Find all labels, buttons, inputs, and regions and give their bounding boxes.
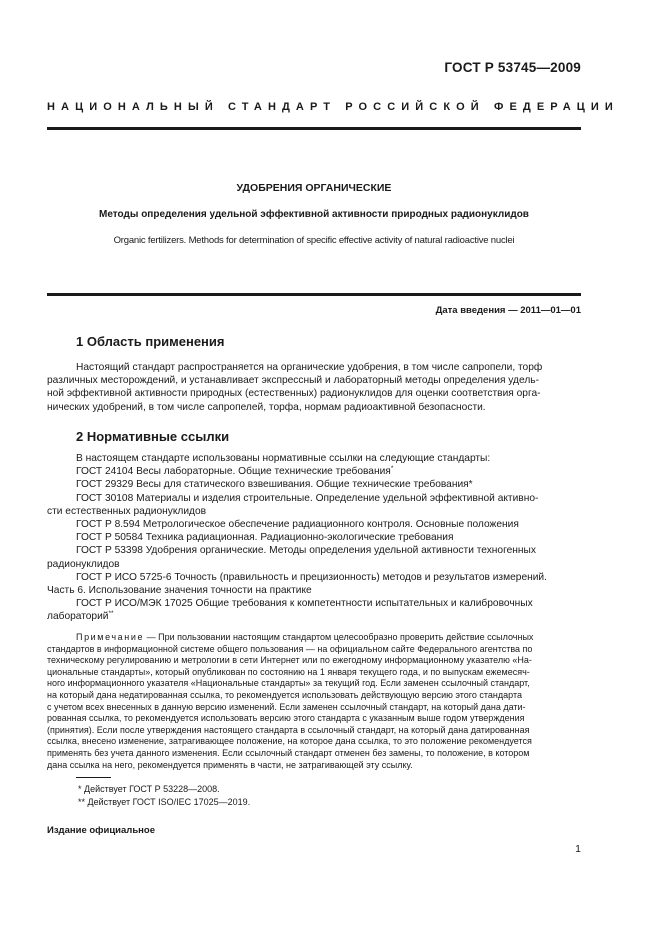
reference-line: [47, 465, 581, 478]
footnote: * Действует ГОСТ Р 53228—2008.: [78, 784, 220, 794]
reference-line: [47, 452, 581, 465]
reference-text: радионуклидов: [47, 558, 120, 570]
reference-text: ГОСТ Р 8.594 Метрологическое обеспечение радиационного контроля. Основные положения: [76, 518, 519, 530]
footnote-marker: *: [390, 465, 394, 473]
reference-line: [47, 597, 581, 610]
reference-text: ГОСТ Р ИСО 5725-6 Точность (правильность и прецизионность) методов и результатов измерений.: [76, 571, 547, 583]
reference-text: ГОСТ 29329 Весы для статического взвешивания. Общие технические требования*: [76, 479, 473, 491]
note-line: применять без учета данного изменения. Если ссылочный стандарт отменен без замены, то положение, в котором: [47, 747, 530, 758]
footnote-marker: **: [108, 610, 114, 618]
note-first-line: [47, 632, 581, 644]
reference-line: [47, 531, 581, 544]
note-line: стандартов в информационной системе общего пользования — на официальном сайте Федерального агентства по: [47, 643, 533, 654]
reference-line: [47, 518, 581, 531]
note-line: циональные стандарты», который опубликован по состоянию на 1 января текущего года, и по выпускам ежемесяч-: [47, 666, 530, 677]
top-divider: [47, 127, 581, 130]
paragraph-line: ной эффективной активности природных (естественных) радионуклидов для оценки соответствия орга-: [47, 388, 541, 400]
reference-line: [47, 571, 581, 584]
title-divider: [47, 293, 581, 296]
note-block: [47, 632, 581, 771]
reference-text: В настоящем стандарте использованы нормативные ссылки на следующие стандарты:: [76, 453, 491, 464]
national-standard-heading: НАЦИОНАЛЬНЫЙ СТАНДАРТ РОССИЙСКОЙ ФЕДЕРАЦИИ: [47, 101, 619, 113]
normative-references-list: [47, 452, 581, 623]
reference-line: [47, 610, 581, 623]
footnote: ** Действует ГОСТ ISO/IEC 17025—2019.: [78, 796, 251, 807]
document-title-english: Organic fertilizers. Methods for determination of specific effective activity of natural radioactive nuclei: [113, 235, 515, 246]
section-2-heading: 2 Нормативные ссылки: [76, 429, 230, 444]
note-line: на который дана недатированная ссылка, то рекомендуется использовать действующую версию этого стандарта: [47, 689, 522, 700]
gost-number: ГОСТ Р 53745—2009: [444, 60, 581, 75]
note-label: Примечание: [76, 632, 145, 642]
reference-line: [47, 544, 581, 557]
note-line: рованная ссылка, то рекомендуется использовать версию этого стандарта с указанным выше годом утверждения: [47, 713, 525, 724]
reference-text: ГОСТ 30108 Материалы и изделия строительные. Определение удельной эффективной активно-: [76, 492, 539, 504]
document-title: УДОБРЕНИЯ ОРГАНИЧЕСКИЕ: [236, 182, 392, 194]
reference-text: ГОСТ 24104 Весы лабораторные. Общие технические требования: [76, 466, 391, 478]
introduction-date: Дата введения — 2011—01—01: [435, 305, 581, 316]
paragraph-line: Настоящий стандарт распространяется на органические удобрения, в том числе сапропели, торф: [76, 362, 543, 373]
page-number: 1: [575, 843, 581, 855]
reference-line: [47, 558, 581, 571]
reference-text: ГОСТ Р 53398 Удобрения органические. Методы определения удельной активности техногенных: [76, 545, 536, 557]
note-line: техническому регулированию и метрологии в сети Интернет или по ежегодному информационному указателю «На-: [47, 655, 532, 666]
document-subtitle: Методы определения удельной эффективной активности природных радионуклидов: [99, 209, 529, 220]
note-line: с учетом всех внесенных в данную версию изменений. Если заменен ссылочный стандарт, на который дана дати-: [47, 701, 526, 712]
note-first-line-text: — При пользовании настоящим стандартом целесообразно проверить действие ссылочных: [144, 632, 534, 642]
paragraph-line: различных месторождений, и устанавливает экспрессный и лабораторный методы определения удель-: [47, 375, 539, 387]
reference-text: Часть 6. Использование значения точности на практике: [47, 584, 312, 596]
official-edition-label: Издание официальное: [47, 825, 155, 836]
footnote-divider: [76, 777, 111, 778]
section-1-heading: 1 Область применения: [76, 334, 225, 349]
footnotes: [78, 783, 250, 808]
reference-text: ГОСТ Р 50584 Техника радиационная. Радиационно-экологические требования: [76, 532, 454, 544]
reference-line: [47, 478, 581, 491]
paragraph-line: нических удобрений, в том числе сапропелей, торфа, нормам радиоактивной безопасности.: [47, 401, 486, 413]
note-line: дана ссылка на него, рекомендуется применять в части, не затрагивающей эту ссылку.: [47, 759, 413, 770]
reference-line: [47, 584, 581, 597]
reference-text: ГОСТ Р ИСО/МЭК 17025 Общие требования к компетентности испытательных и калибровочных: [76, 598, 533, 610]
reference-text: лабораторий: [47, 611, 109, 623]
reference-line: [47, 492, 581, 505]
reference-line: [47, 505, 581, 518]
section-1-body: [47, 361, 581, 414]
reference-text: сти естественных радионуклидов: [47, 505, 207, 517]
note-line: ссылка, внесено изменение, затрагивающее положение, на которое дана ссылка, то это положение рекомендуется: [47, 736, 532, 747]
note-line: ного информационного указателя «Национальные стандарты» за текущий год. Если заменен ссылочный стандарт,: [47, 678, 530, 689]
note-line: (принятия). Если после утверждения настоящего стандарта в ссылочный стандарт, на который дана датированная: [47, 724, 530, 735]
